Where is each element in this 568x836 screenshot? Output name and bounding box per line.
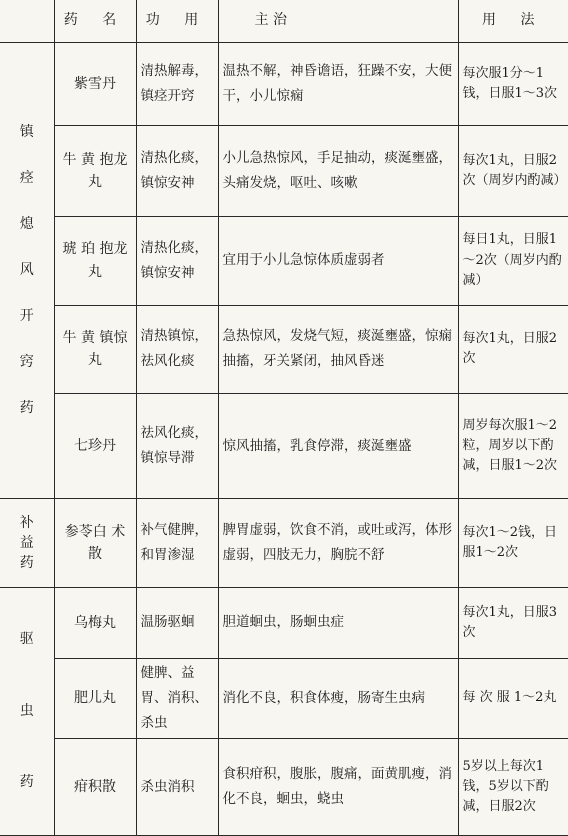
- medicine-usage: 每次1丸，日服2次（周岁内酌减）: [458, 126, 568, 217]
- header-function: 功 用: [136, 0, 218, 43]
- medicine-function: 杀虫消积: [136, 739, 218, 836]
- header-indication: 主 治: [218, 0, 458, 43]
- header-row: [0, 0, 568, 43]
- medicine-indication: 温热不解，神昏谵语，狂躁不安，大便干，小儿惊痫: [218, 43, 458, 126]
- medicine-indication: 小儿急热惊风，手足抽动，痰涎壅盛，头痛发烧，呕吐、咳嗽: [218, 126, 458, 217]
- medicine-indication: 脾胃虚弱，饮食不消，或吐或泻，体形虚弱，四肢无力，胸脘不舒: [218, 499, 458, 588]
- table-row: [0, 499, 568, 588]
- medicine-indication: 胆道蛔虫，肠蛔虫症: [218, 587, 458, 658]
- table-row: [0, 587, 568, 658]
- header-usage: 用 法: [458, 0, 568, 43]
- medicine-usage: 每日1丸，日服1～2次（周岁内酌减）: [458, 216, 568, 305]
- medicine-function: 清热化痰，镇惊安神: [136, 216, 218, 305]
- medicine-name: 牛 黄 抱龙丸: [54, 126, 136, 217]
- medicine-name: 紫雪丹: [54, 43, 136, 126]
- medicine-name: 疳积散: [54, 739, 136, 836]
- medicine-function: 温肠驱蛔: [136, 587, 218, 658]
- medicine-usage: 每次服1分～1钱，日服1～3次: [458, 43, 568, 126]
- medicine-usage: 每次1丸，日服3次: [458, 587, 568, 658]
- medicine-indication: 宜用于小儿急惊体质虚弱者: [218, 216, 458, 305]
- table-row: [0, 216, 568, 305]
- table-row: [0, 305, 568, 394]
- medicine-usage: 5岁以上每次1钱，5岁以下酌减，日服2次: [458, 739, 568, 836]
- medicine-name: 肥儿丸: [54, 658, 136, 739]
- medicine-indication: 消化不良，积食体瘦，肠寄生虫病: [218, 658, 458, 739]
- medicine-usage: 每次1丸，日服2次: [458, 305, 568, 394]
- table-row: [0, 739, 568, 836]
- table-row: [0, 126, 568, 217]
- medicine-function: 补气健脾，和胃渗湿: [136, 499, 218, 588]
- category-cell: 补 益 药: [0, 499, 54, 588]
- medicine-function: 祛风化痰，镇惊导滞: [136, 394, 218, 499]
- medicine-usage: 每次1～2钱，日服1～2次: [458, 499, 568, 588]
- table-row: [0, 394, 568, 499]
- medicine-name: 乌梅丸: [54, 587, 136, 658]
- medicine-name: 参苓白 术 散: [54, 499, 136, 588]
- category-cell: 镇 痉 熄 风 开 窍 药: [0, 43, 54, 499]
- medicine-function: 清热解毒，镇痉开窍: [136, 43, 218, 126]
- medicine-indication: 食积疳积，腹胀，腹痛，面黄肌瘦，消化不良，蛔虫，蛲虫: [218, 739, 458, 836]
- category-cell: 驱 虫 药: [0, 587, 54, 835]
- medicine-indication: 惊风抽搐，乳食停滞，痰涎壅盛: [218, 394, 458, 499]
- medicine-usage: 每 次 服 1～2丸: [458, 658, 568, 739]
- medicine-usage: 周岁每次服1～2粒，周岁以下酌减，日服1～2次: [458, 394, 568, 499]
- header-name: 药 名: [54, 0, 136, 43]
- medicine-name: 七珍丹: [54, 394, 136, 499]
- table-row: [0, 43, 568, 126]
- table-row: [0, 658, 568, 739]
- medicine-name: 琥 珀 抱龙丸: [54, 216, 136, 305]
- medicine-name: 牛 黄 镇惊丸: [54, 305, 136, 394]
- medicine-function: 清热镇惊，祛风化痰: [136, 305, 218, 394]
- header-category: [0, 0, 54, 43]
- medicine-function: 清热化痰，镇惊安神: [136, 126, 218, 217]
- medicine-indication: 急热惊风，发烧气短，痰涎壅盛，惊痫抽搐，牙关紧闭，抽风昏迷: [218, 305, 458, 394]
- medicine-function: 健脾、益胃、消积、杀虫: [136, 658, 218, 739]
